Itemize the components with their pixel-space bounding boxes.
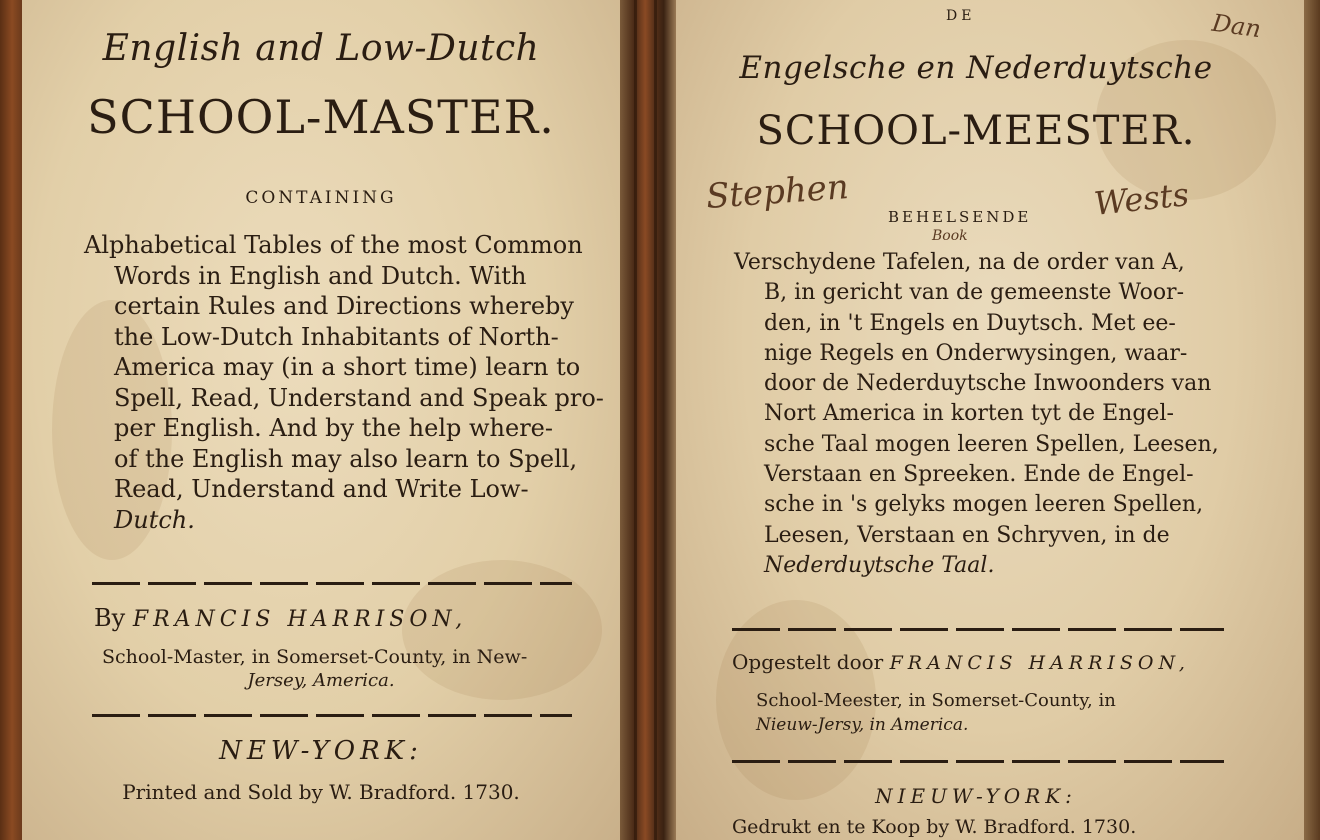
left-containing-label: CONTAINING: [245, 188, 397, 208]
left-body-line: Spell, Read, Understand and Speak pro-: [114, 383, 604, 412]
left-imprint-place: NEW-YORK:: [219, 736, 423, 766]
right-body-line: Leesen, Verstaan en Schryven, in de: [764, 522, 1170, 548]
left-page: [22, 0, 620, 840]
left-title-line1: English and Low-Dutch: [102, 28, 540, 69]
left-body-line: America may (in a short time) learn to: [114, 353, 581, 381]
left-author-detail: School-Master, in Somerset-County, in New-: [102, 646, 528, 668]
right-author-detail: School-Meester, in Somerset-County, in: [756, 690, 1116, 711]
right-author-line: [732, 650, 1190, 674]
right-body-line: Verschydene Tafelen, na de order van A,: [734, 250, 1185, 275]
left-body-line: per English. And by the help where-: [114, 414, 553, 442]
right-author-name: FRANCIS HARRISON,: [889, 652, 1190, 674]
left-body-line: Words in English and Dutch. With: [114, 261, 527, 290]
spine-crease: [634, 0, 637, 840]
handwritten-signature-last: Wests: [1092, 175, 1191, 223]
left-author-name: FRANCIS HARRISON,: [132, 607, 468, 632]
left-body-line: Read, Understand and Write Low-: [114, 475, 529, 503]
left-author-detail: Jersey, America.: [247, 670, 395, 691]
book-spine-gutter: [620, 0, 676, 840]
right-body-line: sche in 's gelyks mogen leeren Spellen,: [764, 492, 1204, 518]
right-body-line: Nederduytsche Taal.: [764, 552, 995, 578]
right-author-by: Opgestelt door: [732, 650, 884, 674]
left-body-text: [84, 230, 604, 535]
right-body-line: den, in 't Engels en Duytsch. Met ee-: [764, 310, 1176, 336]
left-cover-edge: [0, 0, 22, 840]
left-title-main: SCHOOL-MASTER.: [87, 90, 555, 144]
right-body-line: nige Regels en Onderwysingen, waar-: [764, 340, 1188, 366]
right-body-line: Verstaan en Spreeken. Ende de Engel-: [764, 462, 1194, 488]
left-imprint-line: Printed and Sold by W. Bradford. 1730.: [122, 780, 520, 804]
left-body-line: the Low-Dutch Inhabitants of North-: [114, 322, 559, 351]
left-body-line: Dutch.: [114, 505, 195, 534]
left-body-line: Alphabetical Tables of the most Common: [84, 231, 583, 259]
handwritten-corner-note: Dan: [1210, 8, 1263, 44]
left-author-by: By: [94, 604, 126, 632]
right-page: [676, 0, 1304, 840]
handwritten-note: Book: [932, 228, 968, 244]
handwritten-signature-first: Stephen: [704, 167, 850, 217]
left-body-line: certain Rules and Directions whereby: [114, 292, 574, 320]
right-body-line: door de Nederduytsche Inwoonders van: [764, 371, 1212, 397]
right-title-line1: Engelsche en Nederduytsche: [739, 50, 1213, 86]
right-author-detail: Nieuw-Jersy, in America.: [756, 715, 969, 735]
right-body-line: Nort America in korten tyt de Engel-: [764, 401, 1174, 427]
divider-rule: [92, 582, 572, 585]
right-imprint-line: Gedrukt en te Koop by W. Bradford. 1730.: [732, 816, 1137, 838]
divider-rule: [92, 714, 572, 717]
right-body-line: sche Taal mogen leeren Spellen, Leesen,: [764, 431, 1219, 457]
right-containing-label: BEHELSENDE: [888, 208, 1032, 226]
left-author-line: [94, 604, 467, 632]
left-body-line: of the English may also learn to Spell,: [114, 444, 578, 473]
right-imprint-place: NIEUW-YORK:: [875, 784, 1077, 808]
right-header-fragment: DE: [946, 8, 976, 24]
spine-crease: [654, 0, 657, 840]
right-cover-edge: [1304, 0, 1320, 840]
divider-rule: [732, 760, 1224, 763]
divider-rule: [732, 628, 1224, 631]
right-title-main: SCHOOL-MEESTER.: [756, 108, 1196, 154]
right-body-text: [734, 248, 1274, 581]
right-body-line: B, in gericht van de gemeenste Woor-: [764, 280, 1185, 306]
